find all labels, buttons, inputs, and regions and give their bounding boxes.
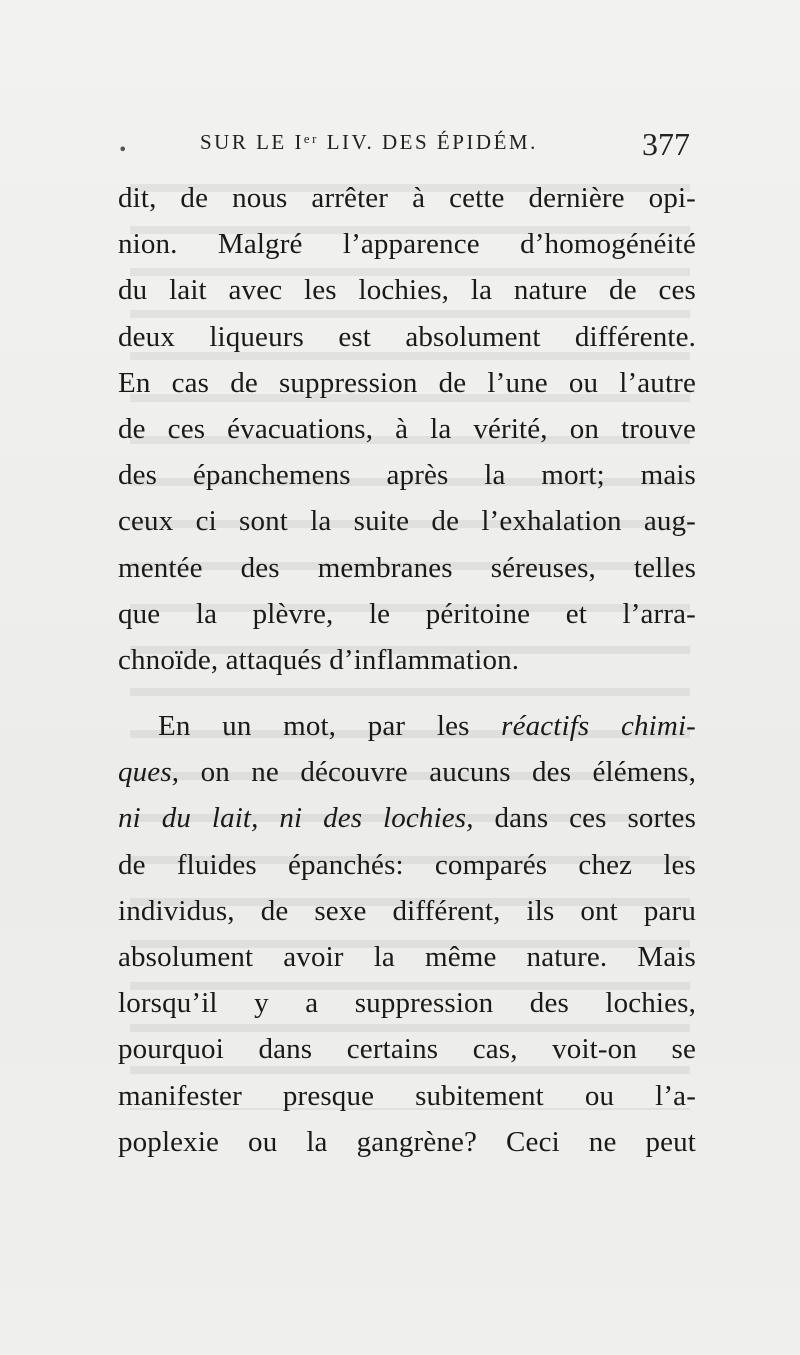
text-line: lorsqu’il y a suppression des lochies, [118,987,696,1020]
paragraph-1 [118,175,696,683]
page-number: 377 [642,126,690,162]
text-line: deux liqueurs est absolument différente. [118,320,696,353]
text-line: poplexie ou la gangrène? Ceci ne peut [118,1125,696,1158]
paragraph-gap [118,683,696,703]
text-line [118,795,696,841]
text-line: En cas de suppression de l’une ou l’autre [118,366,696,399]
text-line: du lait avec les lochies, la nature de ces [118,274,696,307]
text-line: individus, de sexe différent, ils ont paru [118,894,696,927]
italic-text-run: réactifs chimi- [501,710,696,743]
text-run: dans ces sortes [473,802,697,835]
text-line: que la plèvre, le péritoine et l’arra- [118,597,696,630]
text-line: mentée des membranes séreuses, telles [118,551,696,584]
text-line [118,703,696,749]
text-line: des épanchemens après la mort; mais [118,459,696,492]
italic-text-run: ni du lait, ni des lochies, [118,802,474,835]
italic-text-run: ques, [118,756,180,789]
text-line: de ces évacuations, à la vérité, on trouve [118,412,696,445]
text-line: absolument avoir la même nature. Mais [118,941,696,973]
text-line: dit, de nous arrêter à cette dernière opi- [118,182,696,214]
text-run: En un mot, par les [158,710,502,743]
body-text [118,175,696,1165]
margin-dot: • [118,140,128,159]
running-title: SUR LE Iᵉʳ LIV. DES ÉPIDÉM. [200,130,538,154]
text-line [118,749,696,795]
paragraph-2 [118,703,696,1165]
text-line: de fluides épanchés: comparés chez les [118,848,696,881]
text-line: manifester presque subitement ou l’a- [118,1079,696,1112]
text-line: nion. Malgré l’apparence d’homogénéité [118,228,696,261]
running-header [200,126,690,160]
text-line: pourquoi dans certains cas, voit-on se [118,1033,696,1066]
text-line: chnoïde, attaqués d’inflammation. [118,643,520,676]
text-run: on ne découvre aucuns des élémens, [179,756,696,789]
text-line: ceux ci sont la suite de l’exhalation aug- [118,505,696,538]
